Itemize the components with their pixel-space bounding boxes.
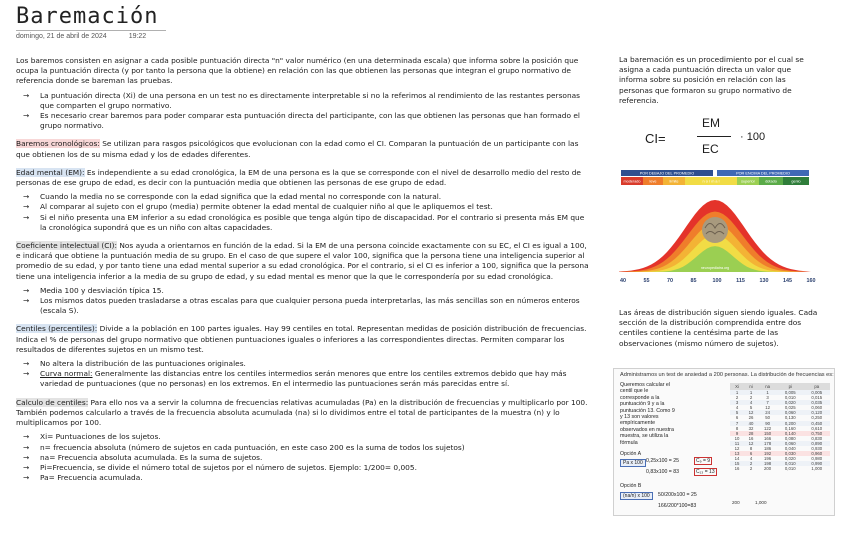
- iq-band-label: n o r m a l: [702, 179, 720, 184]
- cronologicos-section: Baremos cronológicos: Se utilizan para rasgos psicológicos que evolucionan con la edad como el CI. Comparan la puntuación de un participante con las que obtienen los de su misma edad y los de edades diferentes.: [16, 139, 579, 159]
- table-cell: 16: [748, 435, 754, 441]
- list-item: → Al comparar al sujeto con el grupo (media) permite obtener la edad mental de cualquier niño al que le apliquemos el test.: [16, 202, 591, 212]
- table-cell: 8: [749, 446, 753, 452]
- table-cell: 0,080: [784, 435, 796, 441]
- table-cell: 0,020: [777, 400, 803, 405]
- arrow-icon: →: [23, 192, 30, 202]
- frequency-table-image: [613, 368, 835, 516]
- iq-band-label: dotado: [765, 179, 777, 184]
- table-cell: 0,005: [777, 390, 803, 395]
- table-cell: 0,450: [804, 421, 830, 426]
- table-cell: 2: [735, 395, 739, 401]
- term-centiles: Centiles (percentiles):: [16, 324, 98, 334]
- table-cell: 4: [744, 400, 758, 405]
- iq-band-label: superior: [741, 179, 755, 184]
- term-calculo: Calculo de centiles:: [16, 397, 89, 407]
- table-cell: 0,010: [777, 461, 803, 466]
- list-item: → Pi=Frecuencia, se divide el número total de sujetos por el número de sujetos. Ejemplo: 1/200= 0,005.: [16, 463, 591, 473]
- table-cell: 13: [730, 451, 744, 456]
- table-cell: 4: [749, 456, 753, 462]
- arrow-icon: →: [23, 202, 30, 212]
- table-cell: 7: [758, 400, 777, 405]
- table-cell: 11: [730, 441, 744, 446]
- iq-bell-curve-image: [613, 168, 823, 286]
- axis-tick-label: 55: [643, 278, 650, 284]
- option-b-calc-9: 50/200x100 = 25: [658, 492, 697, 498]
- table-cell: 192: [758, 451, 777, 456]
- side-note-baremacion: La baremación es un procedimiento por el cual se asigna a cada puntuación directa un valor que informa sobre su posición en relación con las personas que formaron su grupo normativo de referencia.: [619, 55, 804, 105]
- date-bar: [16, 33, 168, 40]
- list-item: → No altera la distribución de las puntuaciones originales.: [16, 359, 591, 369]
- option-b-formula: (na/n) x 100: [620, 492, 653, 500]
- table-cell: 166: [764, 435, 772, 441]
- formula-numerator: EM: [702, 116, 720, 130]
- table-cell: 150: [758, 431, 777, 436]
- table-cell: 0,060: [777, 441, 803, 446]
- term-curva-normal: Curva normal:: [40, 369, 93, 379]
- table-cell: 0,200: [777, 421, 803, 426]
- term-cronologicos: Baremos cronológicos:: [16, 139, 100, 149]
- table-cell: 0,040: [784, 446, 796, 452]
- title-divider: [16, 30, 166, 31]
- table-cell: 3: [730, 400, 744, 405]
- table-cell: 186: [764, 446, 772, 452]
- table-cell: 0,060: [777, 410, 803, 415]
- table-cell: 28: [744, 431, 758, 436]
- ci-formula: [645, 114, 785, 166]
- arrow-icon: →: [23, 473, 30, 483]
- page-title: Baremación: [16, 4, 159, 29]
- table-cell: 32: [748, 425, 754, 431]
- page-time: 19:22: [128, 33, 147, 40]
- table-cell: 200: [764, 466, 772, 472]
- table-cell: 0,020: [784, 456, 796, 462]
- brain-icon: [702, 217, 728, 243]
- table-cell: 0,250: [811, 415, 823, 421]
- ci-section: Coeficiente intelectual (CI): Nos ayuda a orientarnos en función de la edad. Si la EM de una persona coincide exactamente con su EC, el CI es igual a 100, e indicará que obtiene la puntuación media de su grupo. En el caso de que supere el valor 100, significa que la persona tiene una inteligencia superior al promedio de su edad, y por tanto tiene una edad mental superior a su edad cronológica. Por el contrario, si el CI es inferior a 100, significa que la persona tiene una inteligencia inferior a la media de su grupo de edad, y su edad mental es menor que la que le correspondería por su edad cronológica. → Media 100 y desviación típica 15. → Los mismos datos pueden trasladarse a otras escalas para que cualquier persona pueda interpretarlas, las más sencillas son en números enteros (escala S).: [16, 241, 591, 316]
- list-item: → La puntuación directa (Xi) de una persona en un test no es directamente interpretable si no la referimos al rendimiento de las restantes personas que comparten el grupo normativo.: [16, 91, 591, 111]
- iq-band-label: genio: [791, 179, 801, 184]
- above-average-label: POR ENCIMA DEL PROMEDIO: [736, 171, 790, 176]
- intro-text: Los baremos consisten en asignar a cada posible puntuación directa "n" valor numérico (en una determinada escala) que informa sobre la posición que ocupa la puntuación directa (y por tanto la persona que la obtiene) en relación con las que obtienen las personas que integran el grupo normativo de referencia donde se bareman las pruebas.: [16, 56, 579, 86]
- option-a-calc-13: 0,83x100 = 83: [646, 469, 680, 475]
- table-cell: 6: [735, 415, 739, 421]
- source-label: neuropediatra.org: [700, 266, 730, 270]
- arrow-icon: →: [23, 111, 30, 121]
- table-cell: 0,960: [804, 451, 830, 456]
- table-cell: 0,160: [784, 425, 796, 431]
- iq-band-label: moderado: [623, 179, 641, 184]
- formula-lhs: CI=: [645, 131, 666, 146]
- table-explanation: Queremos calcular el centil que le corresponde a la puntuación 9 y a la puntuación 13. Como 9 y 13 son valores empíricamente observados en nuestra muestra, se utiliza la fórmula: [620, 382, 675, 446]
- list-item: → Curva normal: Generalmente las distancias entre los centiles intermedios serán menores que entre los centiles extremos debido que hay más variedad de puntuaciones (que no personas) en los extremos. En el intermedio las puntuaciones serán más parecidas entre sí.: [16, 369, 591, 389]
- table-caption: Administramos un test de ansiedad a 200 personas. La distribución de frecuencias es:: [620, 372, 834, 378]
- table-cell: 5: [730, 410, 744, 415]
- table-row: [730, 466, 830, 471]
- table-cell: 1: [744, 390, 758, 395]
- table-totals: 200 1,000: [732, 500, 767, 505]
- axis-tick-label: 70: [667, 278, 673, 284]
- list-item: → Media 100 y desviación típica 15.: [16, 286, 591, 296]
- table-cell: 2: [749, 466, 753, 472]
- frequency-table: [730, 383, 830, 472]
- table-cell: 5: [749, 405, 753, 411]
- table-cell: 122: [764, 425, 772, 431]
- table-cell: 26: [748, 415, 754, 421]
- table-cell: 0,060: [811, 405, 823, 411]
- table-cell: 0,005: [804, 390, 830, 395]
- centil-9-result: C₉ = 9: [696, 458, 711, 464]
- iq-axis: [620, 278, 816, 284]
- option-a-label: Opción A: [620, 451, 642, 457]
- table-cell: 14: [734, 456, 740, 462]
- arrow-icon: →: [23, 432, 30, 442]
- option-b-calc-13: 166/200*100=83: [658, 503, 697, 509]
- table-cell: 15: [730, 461, 744, 466]
- iq-band-label: límite: [669, 179, 679, 184]
- arrow-icon: →: [23, 442, 30, 452]
- axis-tick-label: 40: [620, 278, 626, 284]
- page-date: domingo, 21 de abril de 2024: [16, 33, 107, 40]
- table-cell: 0,130: [784, 415, 796, 421]
- table-cell: 0,980: [811, 456, 823, 462]
- term-ci: Coeficiente intelectual (CI):: [16, 241, 117, 251]
- fraction-bar: [697, 136, 731, 137]
- table-cell: 40: [744, 421, 758, 426]
- table-cell: 16: [734, 466, 740, 472]
- table-cell: 12: [744, 410, 758, 415]
- axis-tick-label: 100: [712, 278, 722, 284]
- list-item: → Es necesario crear baremos para poder comparar esta puntuación directa del participante, con las que obtienen las personas que han formado el grupo normativo.: [16, 111, 591, 131]
- centiles-section: Centiles (percentiles): Divide a la población en 100 partes iguales. Hay 99 centiles en total. Representan medidas de posición distribución de frecuencias. Indica el % de personas del grupo normativo que obtienen puntuaciones iguales o inferiores a las correspondientes directas. Permiten comparar los resultados de diferentes sujetos en un mismo test. → No altera la distribución de las puntuaciones originales. → Curva normal: Generalmente las distancias entre los centiles intermedios serán menores que entre los centiles extremos debido que hay más variedad de puntuaciones (que no personas) en los extremos. En el intermedio las puntuaciones serán más parecidas entre sí.: [16, 324, 591, 389]
- list-item: → n= frecuencia absoluta (número de sujetos en cada puntuación, en este caso 200 es la suma de todos los sujetos): [16, 443, 591, 453]
- edad-mental-section: Edad mental (EM): Es independiente a su edad cronológica, la EM de una persona es la que se corresponde con el nivel de desarrollo medio del resto de personas de ese grupo de edad, es decir con la puntuación media que obtienen las personas de ese grupo de edad. → Cuando la media no se corresponde con la edad significa que la edad mental no corresponde con la natural. → Al comparar al sujeto con el grupo (media) permite obtener la edad mental de cualquier niño al que le apliquemos el test. → Si el niño presenta una EM inferior a su edad cronológica es posible que tenga algún tipo de discapacidad. Por el contrario si presenta más EM que la cronológica supondrá que es un niño con altas capacidades.: [16, 168, 591, 233]
- list-item: → Los mismos datos pueden trasladarse a otras escalas para que cualquier persona pueda interpretarlas, las más sencillas son en números enteros (escala S).: [16, 296, 591, 316]
- table-cell: 9: [730, 431, 744, 436]
- axis-tick-label: 130: [759, 278, 769, 284]
- below-average-label: POR DEBAJO DEL PROMEDIO: [639, 171, 695, 176]
- table-cell: 2: [749, 395, 753, 401]
- axis-tick-label: 145: [783, 278, 792, 284]
- option-b-label: Opción B: [620, 483, 642, 489]
- list-item: → na= Frecuencia absoluta acumulada. Es la suma de sujetos.: [16, 453, 591, 463]
- table-cell: 0,010: [784, 395, 796, 401]
- axis-tick-label: 115: [736, 278, 745, 284]
- table-header-row: Xi ni na pi pa: [730, 383, 830, 390]
- intro-section: [16, 56, 591, 131]
- table-cell: 12: [744, 441, 758, 446]
- side-note-areas: Las áreas de distribución siguen siendo iguales. Cada sección de la distribución comprendida entre dos centiles contiene la centésima parte de las observaciones (mismo número de sujetos).: [619, 308, 818, 348]
- axis-tick-label: 85: [690, 278, 697, 284]
- term-edad-mental: Edad mental (EM):: [16, 167, 85, 177]
- arrow-icon: →: [23, 359, 30, 369]
- table-cell: 1: [758, 390, 777, 395]
- table-cell: 0,610: [811, 425, 823, 431]
- arrow-icon: →: [23, 90, 30, 100]
- table-cell: 3: [766, 395, 769, 401]
- table-cell: 24: [758, 410, 777, 415]
- axis-tick-label: 160: [806, 278, 816, 284]
- table-cell: 0,890: [804, 441, 830, 446]
- table-cell: 0,025: [784, 405, 796, 411]
- iq-band-label: leve: [649, 179, 657, 184]
- table-cell: 90: [758, 421, 777, 426]
- table-cell: 196: [764, 456, 772, 462]
- list-item: → Cuando la media no se corresponde con la edad significa que la edad mental no corresponde con la natural.: [16, 192, 591, 202]
- arrow-icon: →: [23, 369, 30, 379]
- list-item: → Xi= Puntuaciones de los sujetos.: [16, 432, 591, 442]
- table-cell: 7: [730, 421, 744, 426]
- option-a-formula: Pa x 100: [620, 459, 646, 467]
- table-cell: 198: [758, 461, 777, 466]
- table-cell: 178: [758, 441, 777, 446]
- table-cell: 1: [730, 390, 744, 395]
- table-cell: 0,750: [804, 431, 830, 436]
- arrow-icon: →: [23, 462, 30, 472]
- table-cell: 6: [744, 451, 758, 456]
- arrow-icon: →: [23, 452, 30, 462]
- table-cell: 0,830: [811, 435, 823, 441]
- iq-bands: [621, 177, 809, 185]
- table-cell: 0,035: [804, 400, 830, 405]
- arrow-icon: →: [23, 296, 30, 306]
- option-a-calc-9: 0,25x100 = 25: [646, 458, 680, 464]
- table-cell: 2: [744, 461, 758, 466]
- table-cell: 0,140: [777, 431, 803, 436]
- arrow-icon: →: [23, 285, 30, 295]
- table-cell: 10: [734, 435, 740, 441]
- table-cell: 8: [735, 425, 739, 431]
- table-cell: 0,015: [811, 395, 823, 401]
- table-cell: 50: [765, 415, 770, 421]
- calculo-section: Calculo de centiles: Para ello nos va a servir la columna de frecuencias relativas acumuladas (Pa) en la distribución de frecuencias y multiplicarlo por 100. También podemos calcularlo a través de la frecuencia absoluta acumulada (na) si lo dividimos entre el total de participantes de la muestra (n) y lo multiplicamos por 100. → Xi= Puntuaciones de los sujetos. → n= frecuencia absoluta (número de sujetos en cada puntuación, en este caso 200 es la suma de todos los sujetos) → na= Frecuencia absoluta acumulada. Es la suma de sujetos. → Pi=Frecuencia, se divide el número total de sujetos por el número de sujetos. Ejemplo: 1/200= 0,005. → Pa= Frecuencia acumulada.: [16, 398, 591, 484]
- table-cell: 12: [734, 446, 740, 452]
- notes-body: [16, 56, 591, 487]
- table-cell: 0,010: [784, 466, 796, 472]
- formula-multiplier: · 100: [740, 131, 766, 143]
- centil-13-result: C₁₃ = 13: [696, 469, 715, 475]
- arrow-icon: →: [23, 212, 30, 222]
- list-item: → Pa= Frecuencia acumulada.: [16, 473, 591, 483]
- table-cell: 0,990: [804, 461, 830, 466]
- table-cell: 12: [765, 405, 770, 411]
- table-cell: 0,930: [811, 446, 823, 452]
- table-cell: 4: [735, 405, 739, 411]
- list-item: → Si el niño presenta una EM inferior a su edad cronológica es posible que tenga algún tipo de discapacidad. Por el contrario si presenta más EM que la cronológica supondrá que es un niño con altas capacidades.: [16, 213, 591, 233]
- table-cell: 0,030: [777, 451, 803, 456]
- formula-denominator: EC: [702, 142, 719, 156]
- table-cell: 1,000: [811, 466, 823, 472]
- table-cell: 0,120: [804, 410, 830, 415]
